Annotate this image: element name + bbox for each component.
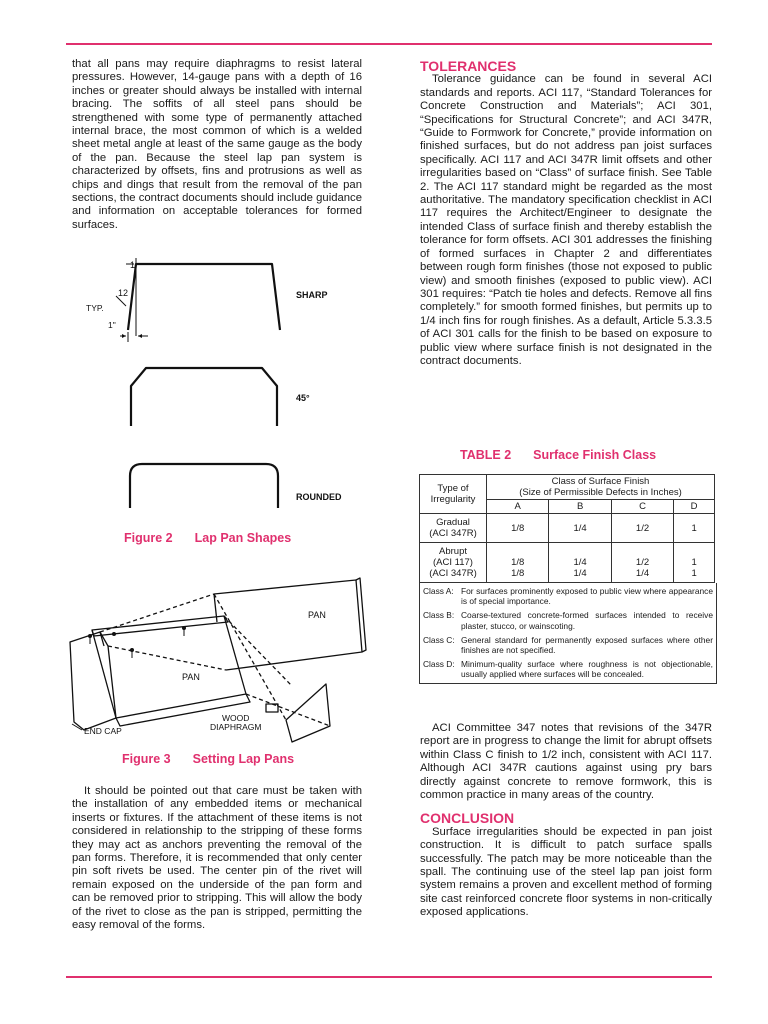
table-2	[419, 474, 717, 684]
table-cell: 1	[674, 514, 715, 543]
pan-top-label: PAN	[308, 610, 326, 620]
note-class-c: Class C: General standard for permanently exposed surfaces where other finishes are not specified.	[423, 634, 713, 656]
note-class-d: Class D: Minimum-quality surface where roughness is not objectionable, usually applied where surfaces will be concealed.	[423, 659, 713, 680]
table-2-notes	[419, 583, 717, 684]
pan-front-label: PAN	[182, 672, 200, 682]
committee-paragraph: ACI Committee 347 notes that revisions of the 347R report are in progress to change the limit for abrupt offsets within Class C finish to 1/2 inch, consistent with ACI 117. Although ACI 347R cautions against using pry bars directly against concrete to remove formwork, this is common practice in many areas of the country.	[420, 722, 712, 802]
bottom-rule	[66, 976, 712, 978]
left-column-lower	[72, 785, 362, 932]
class-header: Class of Surface Finish (Size of Permissible Defects in Inches)	[487, 475, 715, 500]
table-cell: 1/2 1/4	[611, 543, 673, 583]
table-cell: 1/8 1/8	[487, 543, 549, 583]
back-pan-shape	[214, 580, 362, 670]
right-column-lower	[420, 722, 712, 920]
conclusion-heading: CONCLUSION	[420, 810, 515, 827]
rounded-pan-shape	[130, 464, 278, 508]
diaphragm-label: DIAPHRAGM	[210, 722, 262, 732]
figure-3-title: Setting Lap Pans	[192, 752, 295, 766]
one-inch-label: 1"	[108, 320, 116, 330]
class-d-header: D	[674, 500, 715, 514]
class-b-header: B	[549, 500, 611, 514]
class-a-header: A	[487, 500, 549, 514]
table-cell: 1 1	[674, 543, 715, 583]
abrupt-label: Abrupt (ACI 117) (ACI 347R)	[420, 543, 487, 583]
gradual-label: Gradual (ACI 347R)	[420, 514, 487, 543]
deg45-label: 45°	[296, 393, 310, 403]
figure-3-caption	[122, 752, 294, 766]
left-paragraph-1: that all pans may require diaphragms to resist lateral pressures. However, 14-gauge pans with a depth of 16 inches or greater should always be installed with internal bracing. The soffits of all steel pans should be strengthened with some type of permanently attached internal brace, the most common of which is a welded sheet metal angle at least of the same gauge as the body of the pan. Because the steel lap pan system is characterized by offsets, fins and protrusions as well as chips and dings that result from the removal of the pan sections, the contract documents should include guidance and information on acceptable tolerances for formed surfaces.	[72, 58, 362, 231]
note-class-b: Class B: Coarse-textured concrete-formed surfaces intended to receive plaster, stucco, or wainscoting.	[423, 610, 713, 631]
note-class-a: Class A: For surfaces prominently exposed to public view where appearance is of special importance.	[423, 586, 713, 607]
left-paragraph-2: It should be pointed out that care must be taken with the installation of any embedded items or mechanical inserts or fixtures. If the attachment of these items is not considered in relationship to the stripping of these forms they may act as anchors preventing the removal of the pan forms. Therefore, it is recommended that only center pin soft rivets be used. The center pin of the rivet will remain exposed on the underside of the pan form and can be removed prior to stripping. This will allow the body of the rivet to close as the pan is stripped, permitting the easy removal of the forms.	[72, 785, 362, 932]
chamfer-pan-shape	[131, 368, 277, 426]
figure-3-number: Figure 3	[122, 752, 171, 766]
class-c-header: C	[611, 500, 673, 514]
tolerances-heading: TOLERANCES	[420, 58, 517, 74]
rounded-label: ROUNDED	[296, 492, 342, 502]
conclusion-paragraph: Surface irregularities should be expected in pan joist construction. It is difficult to patch surface spalls successfully. The patch may be more noticeable than the spall. The continuing use of the steel lap pan joist form system remains a proven and excellent method of forming site cast reinforced concrete floor systems in non-critically exposed applications.	[420, 825, 712, 919]
tolerances-paragraph: Tolerance guidance can be found in several ACI standards and reports. ACI 117, “Standard Tolerances for Concrete Construction and Materials”; ACI 301, “Specifications for Structural Concrete”; and ACI 347R, “Guide to Formwork for Concrete,” provide information on finished surfaces, but do not address pan joist surfaces specifically. ACI 117 and ACI 347R limit offsets and other irregularities based on “Class” of surface finish. See Table 2. The ACI 117 standard might be regarded as the most authoritative. The mandatory specification checklist in ACI 117 requires the Architect/Engineer to designate the intended Class of surface finish and thereby establish the tolerance for form offsets. ACI 301 addresses the finishing of formed surfaces in Chapter 2 and differentiates between rough form finishes (those not exposed to public view) and smooth finishes (exposed to public view). ACI 301 requires: “Patch tie holes and defects. Remove all fins completely.” for smooth formed finishes, but permits up to 1/4 inch fins for rough finishes. As a default, Article 5.3.3.5 of ACI 301 calls for the finish to be based on exposure to public view where surface finish is not designated in the contract documents.	[420, 73, 712, 367]
figure-2-title: Lap Pan Shapes	[194, 531, 292, 545]
table-row-gradual	[420, 514, 715, 543]
wood-diaphragm-plate	[286, 684, 330, 742]
figure-2-number: Figure 2	[124, 531, 173, 545]
table-2-number: TABLE 2	[460, 448, 512, 462]
table-2-caption	[460, 448, 656, 462]
table-cell: 1/8	[487, 514, 549, 543]
figure-2-caption	[124, 531, 291, 545]
dim-twelve-label: 12	[118, 288, 129, 298]
dim-one-label: 1	[130, 260, 136, 270]
figure-3-setting-lap-pans	[64, 566, 384, 748]
wood-label: WOOD	[222, 713, 250, 723]
type-header: Type of Irregularity	[420, 475, 487, 514]
table-cell: 1/4	[549, 514, 611, 543]
table-cell: 1/4 1/4	[549, 543, 611, 583]
right-column	[420, 60, 712, 368]
typ-label: TYP.	[86, 303, 104, 313]
table-cell: 1/2	[611, 514, 673, 543]
table-2-title: Surface Finish Class	[533, 448, 657, 462]
end-cap-label: END CAP	[84, 726, 122, 736]
front-pan-shape	[92, 616, 246, 718]
sharp-label: SHARP	[296, 290, 328, 300]
left-column	[72, 58, 362, 232]
sharp-pan-shape	[128, 264, 280, 330]
table-row-abrupt	[420, 543, 715, 583]
top-rule	[66, 43, 712, 45]
figure-2-lap-pan-shapes	[70, 250, 360, 520]
